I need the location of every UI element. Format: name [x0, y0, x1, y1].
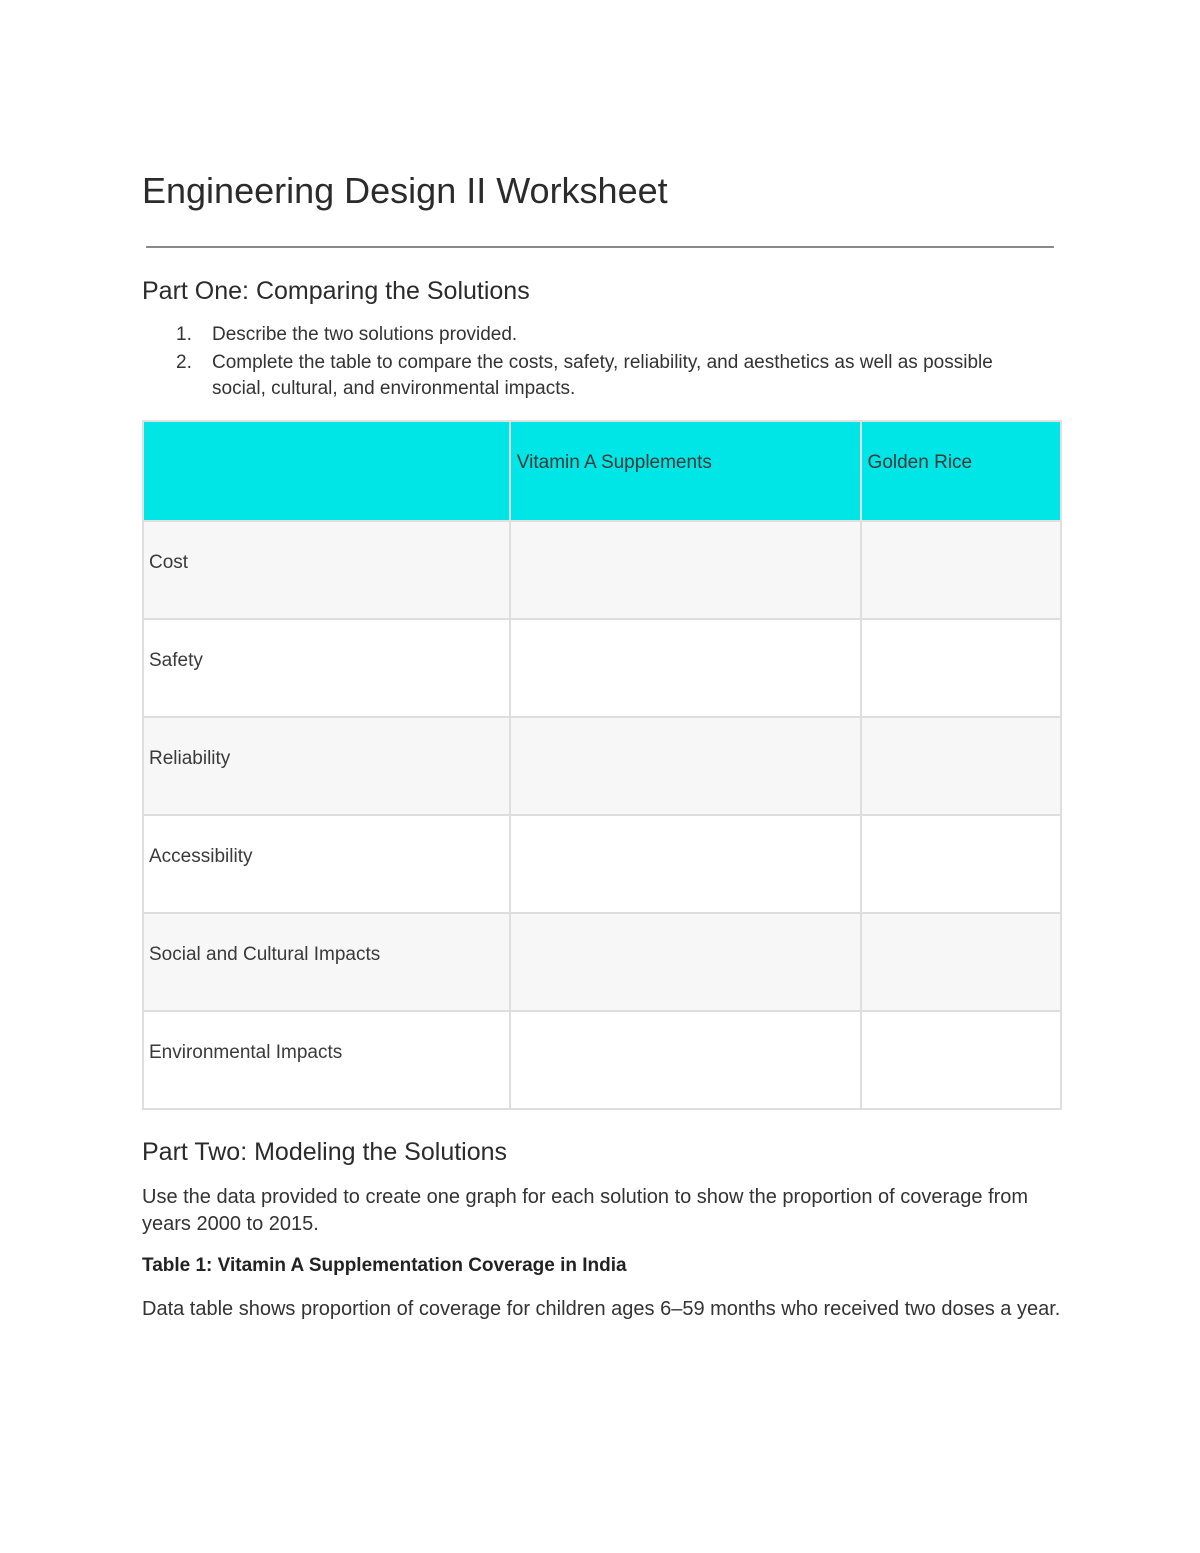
row-label-accessibility: Accessibility [143, 815, 510, 913]
cell-environmental-golden-rice[interactable] [861, 1011, 1061, 1109]
list-item-number: 1. [176, 324, 192, 345]
cell-accessibility-golden-rice[interactable] [861, 815, 1061, 913]
title-divider [146, 246, 1054, 248]
table-row [143, 815, 1061, 913]
cell-social-vitamin-a[interactable] [510, 913, 861, 1011]
row-label-cost: Cost [143, 521, 510, 619]
cell-reliability-golden-rice[interactable] [861, 717, 1061, 815]
table-header-row [143, 421, 1061, 521]
cell-social-golden-rice[interactable] [861, 913, 1061, 1011]
cell-environmental-vitamin-a[interactable] [510, 1011, 861, 1109]
table-1-caption: Table 1: Vitamin A Supplementation Coverage in India [142, 1255, 627, 1276]
cell-safety-golden-rice[interactable] [861, 619, 1061, 717]
header-cell-golden-rice: Golden Rice [861, 421, 1061, 521]
modeling-instructions: Use the data provided to create one graph for each solution to show the proportion of coverage from years 2000 to 2015. [142, 1186, 1029, 1235]
cell-safety-vitamin-a[interactable] [510, 619, 861, 717]
row-label-reliability: Reliability [143, 717, 510, 815]
table-row [143, 619, 1061, 717]
header-cell-empty [143, 421, 510, 521]
table-row [143, 1011, 1061, 1109]
row-label-social-cultural: Social and Cultural Impacts [143, 913, 510, 1011]
list-item-text: Describe the two solutions provided. [212, 324, 518, 345]
comparison-table [142, 420, 1062, 1110]
list-item [142, 350, 1042, 402]
part-one-heading: Part One: Comparing the Solutions [142, 277, 530, 305]
table-row [143, 717, 1061, 815]
cell-cost-vitamin-a[interactable] [510, 521, 861, 619]
table-1-description: Data table shows proportion of coverage for children ages 6–59 months who received two doses a year. [142, 1298, 1061, 1320]
list-item-number: 2. [176, 352, 192, 373]
cell-accessibility-vitamin-a[interactable] [510, 815, 861, 913]
table-row [143, 521, 1061, 619]
table-row [143, 913, 1061, 1011]
part-two-heading: Part Two: Modeling the Solutions [142, 1138, 508, 1166]
page-title: Engineering Design II Worksheet [142, 170, 668, 211]
row-label-environmental: Environmental Impacts [143, 1011, 510, 1109]
instructions-list [142, 322, 1042, 404]
list-item-text: Complete the table to compare the costs, safety, reliability, and aesthetics as well as possible social, cultural, and environmental impacts. [212, 352, 993, 399]
list-item [142, 322, 1042, 348]
cell-cost-golden-rice[interactable] [861, 521, 1061, 619]
header-cell-vitamin-a: Vitamin A Supplements [510, 421, 861, 521]
row-label-safety: Safety [143, 619, 510, 717]
cell-reliability-vitamin-a[interactable] [510, 717, 861, 815]
